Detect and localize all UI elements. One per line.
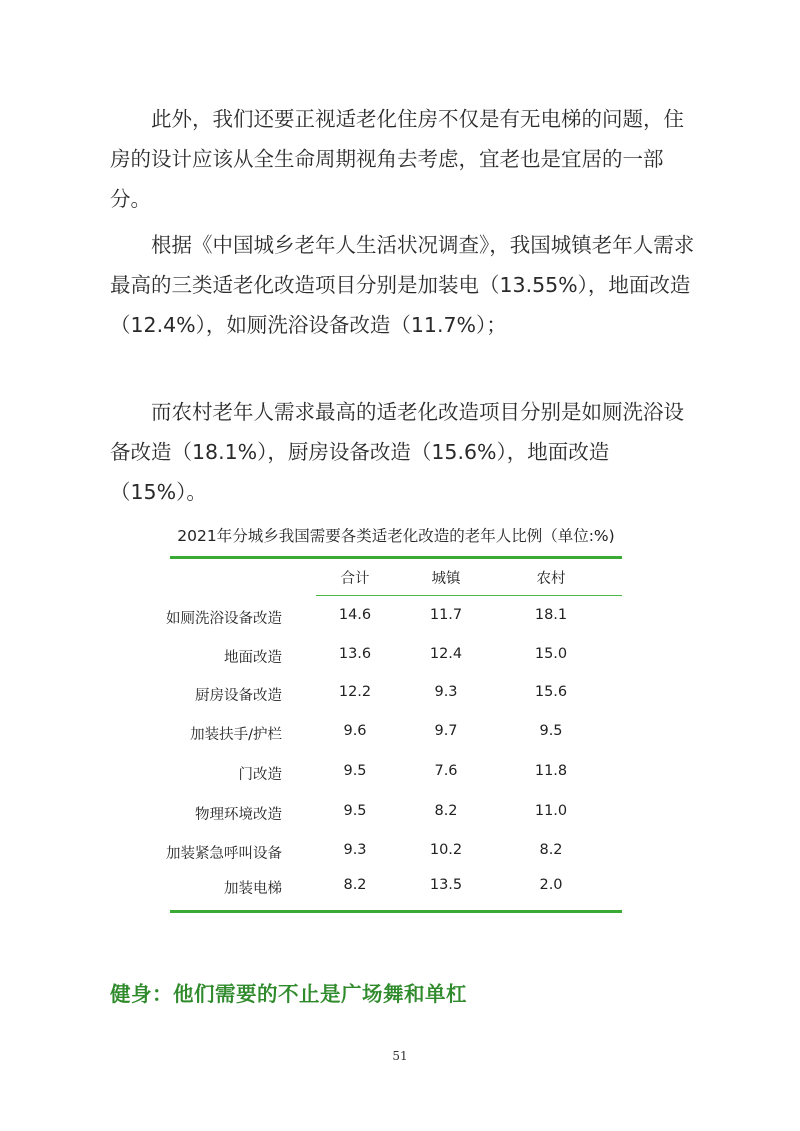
row-label: 地面改造: [224, 650, 282, 666]
cell-rural: 9.5: [539, 723, 563, 739]
cell-urban: 9.3: [434, 684, 458, 700]
table-row: [170, 680, 622, 710]
row-label: 加装紧急呼叫设备: [166, 846, 282, 862]
cell-total: 14.6: [338, 607, 372, 623]
paragraph-1: 此外，我们还要正视适老化住房不仅是有无电梯的问题，住房的设计应该从全生命周期视角去考虑，宜老也是宜居的一部分。: [110, 107, 684, 211]
row-label: 物理环境改造: [195, 807, 282, 823]
table-row: [170, 719, 622, 749]
row-label: 加装扶手/护栏: [190, 727, 282, 743]
cell-urban: 11.7: [429, 607, 463, 623]
column-header-urban: 城镇: [431, 571, 461, 587]
row-label: 门改造: [238, 767, 282, 783]
cell-total: 13.6: [338, 646, 372, 662]
paragraph-3: 而农村老年人需求最高的适老化改造项目分别是如厕洗浴设备改造（18.1%），厨房设备改造（15.6%），地面改造（15%）。: [110, 400, 684, 504]
paragraph-2: 根据《中国城乡老年人生活状况调查》，我国城镇老年人需求最高的三类适老化改造项目分别是加装电（13.55%），地面改造（12.4%），如厕洗浴设备改造（11.7%）；: [110, 233, 695, 337]
cell-urban: 9.7: [434, 723, 458, 739]
table-row: [166, 603, 622, 633]
cell-rural: 15.0: [534, 646, 568, 662]
cell-rural: 15.6: [534, 684, 568, 700]
table-row: [170, 799, 622, 829]
cell-total: 9.5: [343, 803, 367, 819]
cell-urban: 8.2: [434, 803, 458, 819]
row-label: 如厕洗浴设备改造: [166, 611, 282, 627]
cell-urban: 13.5: [429, 877, 463, 893]
table-title: 2021年分城乡我国需要各类适老化改造的老年人比例（单位:%): [177, 527, 615, 545]
cell-total: 8.2: [343, 877, 367, 893]
cell-rural: 2.0: [539, 877, 563, 893]
cell-rural: 11.0: [534, 803, 568, 819]
cell-urban: 12.4: [429, 646, 463, 662]
cell-urban: 7.6: [434, 763, 458, 779]
row-label: 加装电梯: [224, 881, 282, 897]
cell-total: 12.2: [338, 684, 372, 700]
cell-rural: 11.8: [534, 763, 568, 779]
column-header-rural: 农村: [536, 571, 566, 587]
row-label: 厨房设备改造: [195, 688, 282, 704]
table-top-rule: [170, 556, 622, 559]
table-bottom-rule: [170, 910, 622, 913]
cell-total: 9.3: [343, 842, 367, 858]
page-number: 51: [392, 1049, 408, 1063]
cell-rural: 18.1: [534, 607, 568, 623]
cell-total: 9.6: [343, 723, 367, 739]
table-header-rule: [316, 595, 622, 596]
cell-total: 9.5: [343, 763, 367, 779]
column-header-total: 合计: [340, 571, 370, 587]
cell-urban: 10.2: [429, 842, 463, 858]
table-row: [170, 759, 622, 789]
section-heading: 健身：他们需要的不止是广场舞和单杠: [110, 982, 467, 1006]
table-row: [170, 873, 622, 903]
table-row: [170, 642, 622, 672]
table-row: [166, 838, 622, 868]
cell-rural: 8.2: [539, 842, 563, 858]
